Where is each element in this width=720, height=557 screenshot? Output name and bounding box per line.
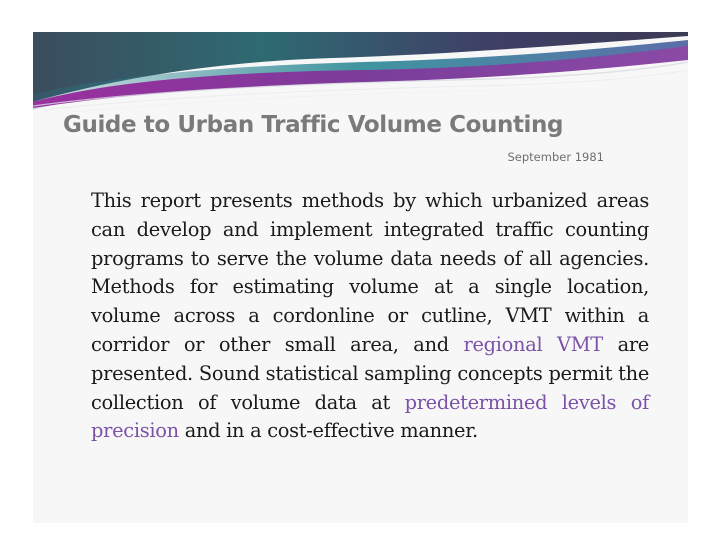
body-paragraph bbox=[91, 187, 649, 446]
slide-title: Guide to Urban Traffic Volume Counting bbox=[63, 112, 564, 138]
body-text-part-2: are presented. Sound statistical sampling concepts permit the collection of volume data at bbox=[91, 332, 649, 414]
header-wave-decoration bbox=[33, 32, 688, 122]
body-text-part-3: and in a cost-effective manner. bbox=[178, 419, 478, 443]
body-text-part-1: This report presents methods by which urbanized areas can develop and implement integrated traffic counting programs to serve the volume data needs of all agencies. Methods for estimating volume at a single location, volume across a cordonline or cutline, VMT within a corridor or other small area, and bbox=[91, 189, 649, 356]
slide-date: September 1981 bbox=[507, 150, 604, 164]
highlight-precision-levels: predetermined levels of precision bbox=[91, 390, 649, 443]
highlight-regional-vmt: regional VMT bbox=[463, 332, 603, 356]
slide bbox=[33, 32, 688, 523]
